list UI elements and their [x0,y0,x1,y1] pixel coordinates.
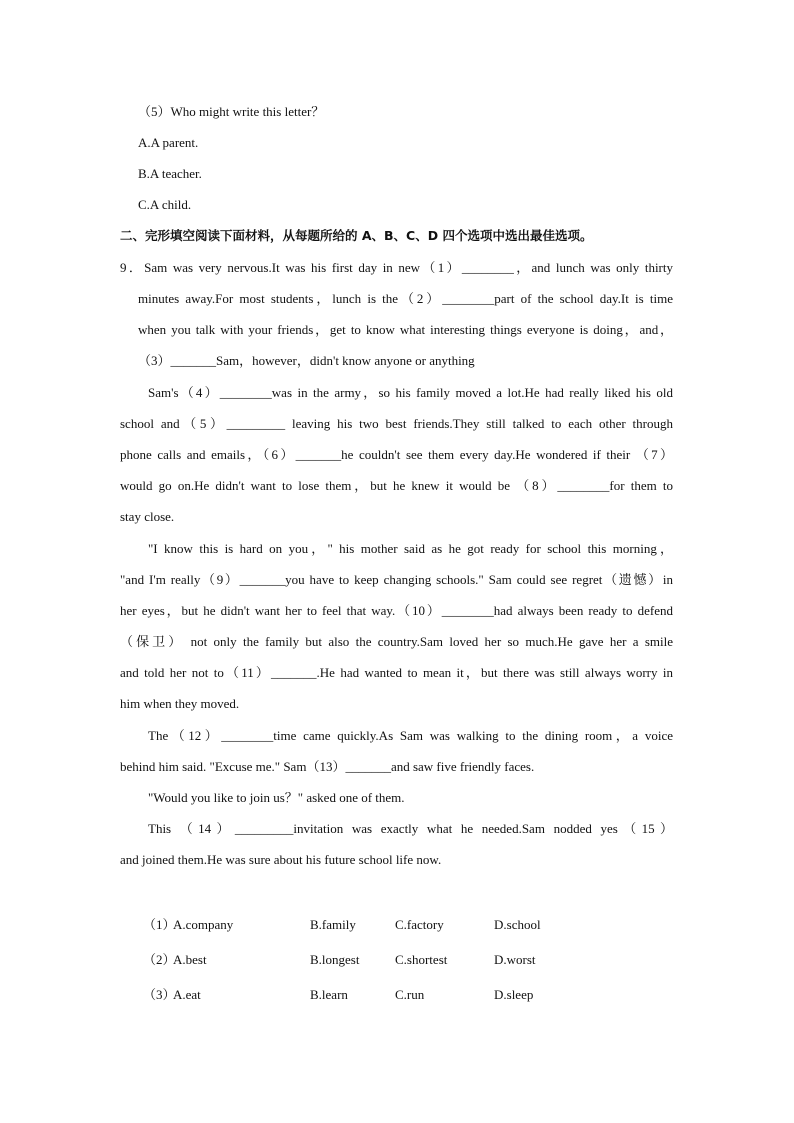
question-stem: （5）Who might write this letter？ [138,104,325,119]
answer-option: B.A teacher. [138,166,202,181]
option-b: B.longest [310,952,360,967]
option-c: C.shortest [395,952,448,967]
option-a: A.eat [173,987,201,1002]
option-b: B.family [310,917,356,932]
passage-line: phone calls and emails，（6）_______he couldn't see them every day.He wondered if their （7） [120,447,673,462]
answer-option: C.A child. [138,197,192,212]
passage-line: and told her not to（11）_______.He had wanted to mean it，but there was still always worry in [120,665,673,680]
passage-line: stay close. [120,509,175,524]
passage-line: would go on.He didn't want to lose them，but he knew it would be （8）________for them to [120,478,673,493]
option-c: C.run [395,987,425,1002]
section-heading: 二、完形填空阅读下面材料，从每题所给的 A、B、C、D 四个选项中选出最佳选项。 [120,228,593,243]
passage-line: when you talk with your friends，get to know what interesting things everyone is doing，and， [138,322,673,337]
passage-line: "and I'm really（9）_______you have to keep changing schools." Sam could see regret（遗憾）in [120,572,673,587]
option-number: （2） [143,952,176,967]
passage-line: （3）_______Sam，however，didn't know anyone or anything [138,353,475,368]
passage-line: minutes away.For most students，lunch is the（2）________part of the school day.It is time [138,291,673,306]
option-a: A.best [173,952,207,967]
passage-line: The（12）________time came quickly.As Sam was walking to the dining room，a voice [148,728,673,743]
passage-line: Sam's（4）________was in the army，so his family moved a lot.He had really liked his old [148,385,673,400]
passage-line: （保卫） not only the family but also the country.Sam loved her so much.He gave her a smile [120,634,673,649]
option-number: （3） [143,987,176,1002]
option-d: D.school [494,917,541,932]
passage-line: 9．Sam was very nervous.It was his first day in new（1）________，and lunch was only thirty [120,260,673,275]
passage-line: school and（5）_________ leaving his two best friends.They still talked to each other through [120,416,673,431]
option-number: （1） [143,917,176,932]
passage-line: him when they moved. [120,696,240,711]
passage-line: and joined them.He was sure about his future school life now. [120,852,442,867]
option-b: B.learn [310,987,348,1002]
passage-line: This （14）_________invitation was exactly what he needed.Sam nodded yes（15） [148,821,673,836]
option-d: D.sleep [494,987,534,1002]
option-c: C.factory [395,917,444,932]
passage-line: her eyes，but he didn't want her to feel that way.（10）________had always been ready to defend [120,603,673,618]
passage-line: behind him said. "Excuse me." Sam（13）_______and saw five friendly faces. [120,759,535,774]
passage-line: "I know this is hard on you，" his mother said as he got ready for school this morning， [148,541,673,556]
option-d: D.worst [494,952,536,967]
answer-option: A.A parent. [138,135,199,150]
option-a: A.company [173,917,234,932]
passage-line: "Would you like to join us？" asked one of them. [148,790,405,805]
